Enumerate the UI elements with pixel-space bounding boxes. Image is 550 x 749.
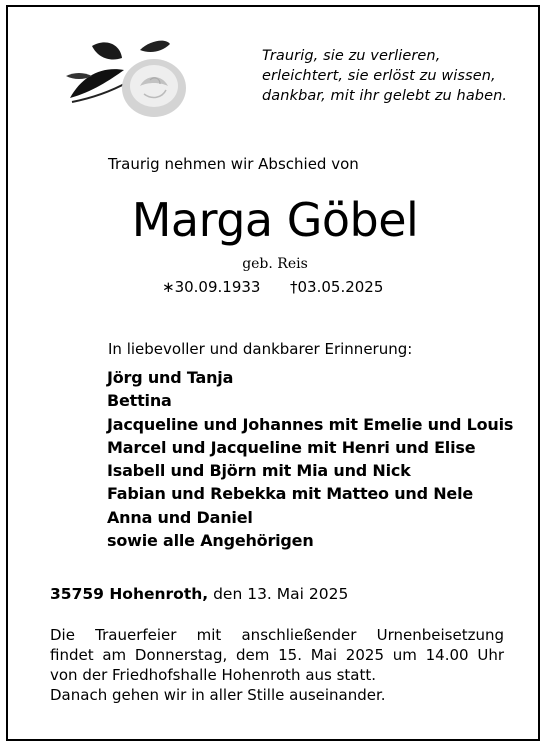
intro-text: Traurig nehmen wir Abschied von [108, 155, 359, 173]
list-item: Marcel und Jacqueline mit Henri und Elise [107, 437, 476, 457]
funeral-notice [50, 625, 504, 705]
memorial-quote [262, 46, 532, 106]
list-item: Jacqueline und Johannes mit Emelie und Louis [107, 414, 514, 434]
death-date: †03.05.2025 [290, 278, 384, 296]
notice-line: findet am Donnerstag, dem 15. Mai 2025 um 14.00 Uhr [50, 646, 504, 664]
quote-line: Traurig, sie zu verlieren, [262, 48, 441, 64]
date: den 13. Mai 2025 [208, 585, 349, 603]
list-item: Jörg und Tanja [107, 368, 234, 387]
mourners-list [107, 366, 513, 552]
quote-line: erleichtert, sie erlöst zu wissen, [262, 68, 496, 84]
notice-line: von der Friedhofshalle Hohenroth aus statt. [50, 666, 377, 684]
birth-date: ∗30.09.1933 [162, 278, 261, 296]
rose-image [62, 36, 202, 120]
birth-name: geb. Reis [242, 256, 308, 272]
list-item: sowie alle Angehörigen [107, 531, 314, 551]
list-item: Isabell und Björn mit Mia und Nick [107, 461, 411, 481]
place: 35759 Hohenroth, [50, 585, 209, 603]
notice-line: Danach gehen wir in aller Stille auseinander. [50, 686, 386, 704]
deceased-name: Marga Göbel [131, 193, 419, 247]
list-item: Anna und Daniel [107, 507, 253, 527]
list-item: Bettina [107, 391, 172, 411]
notice-line: Die Trauerfeier mit anschließender Urnenbeisetzung [50, 626, 504, 644]
place-date-line [50, 585, 348, 603]
list-item: Fabian und Rebekka mit Matteo und Nele [107, 484, 474, 504]
memory-line: In liebevoller und dankbarer Erinnerung: [108, 340, 413, 358]
quote-line: dankbar, mit ihr gelebt zu haben. [262, 88, 508, 104]
